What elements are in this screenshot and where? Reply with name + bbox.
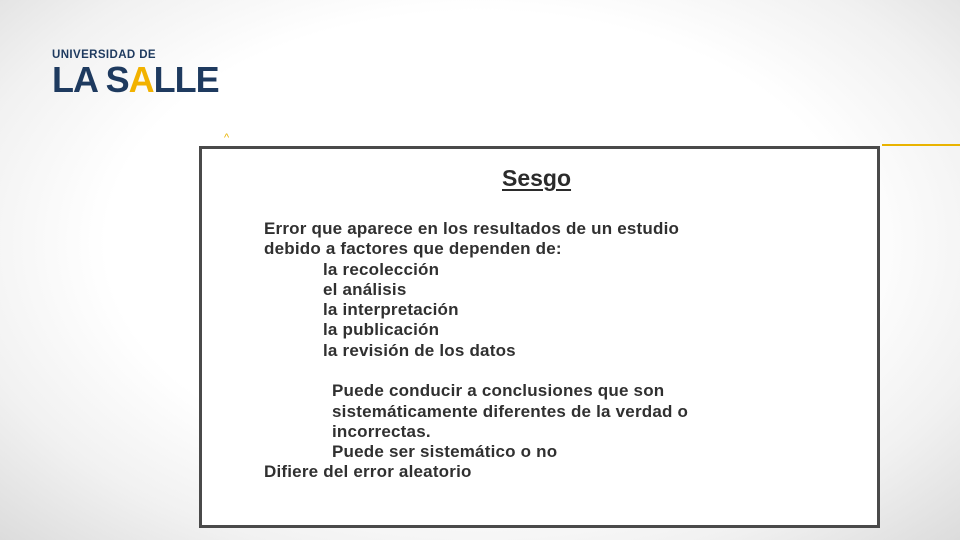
consequence-line-2: sistemáticamente diferentes de la verdad o (332, 402, 689, 421)
consequence-line-3: incorrectas. (332, 422, 431, 441)
logo-main-accent: A (128, 59, 154, 100)
factor-item: la recolección (323, 260, 440, 279)
consequence-line-1: Puede conducir a conclusiones que son (332, 381, 665, 400)
factor-item: el análisis (323, 280, 407, 299)
accent-caret-icon: ^ (224, 132, 230, 144)
slide-title: Sesgo (502, 165, 572, 191)
logo-top-text: UNIVERSIDAD DE (52, 49, 157, 61)
definition-line-2: debido a factores que dependen de: (264, 239, 562, 258)
slide-content-frame (199, 146, 880, 528)
logo-main-part-1: LA S (52, 59, 129, 100)
factor-item: la publicación (323, 320, 440, 339)
definition-line-1: Error que aparece en los resultados de un estudio (264, 219, 680, 238)
factor-item: la interpretación (323, 300, 459, 319)
logo-main-text (52, 59, 219, 100)
factor-item: la revisión de los datos (323, 341, 516, 360)
accent-line (882, 144, 960, 146)
systematic-line: Puede ser sistemático o no (332, 442, 558, 461)
university-logo (52, 49, 222, 101)
logo-main-part-2: LLE (153, 59, 219, 100)
differs-line: Difiere del error aleatorio (264, 462, 472, 481)
